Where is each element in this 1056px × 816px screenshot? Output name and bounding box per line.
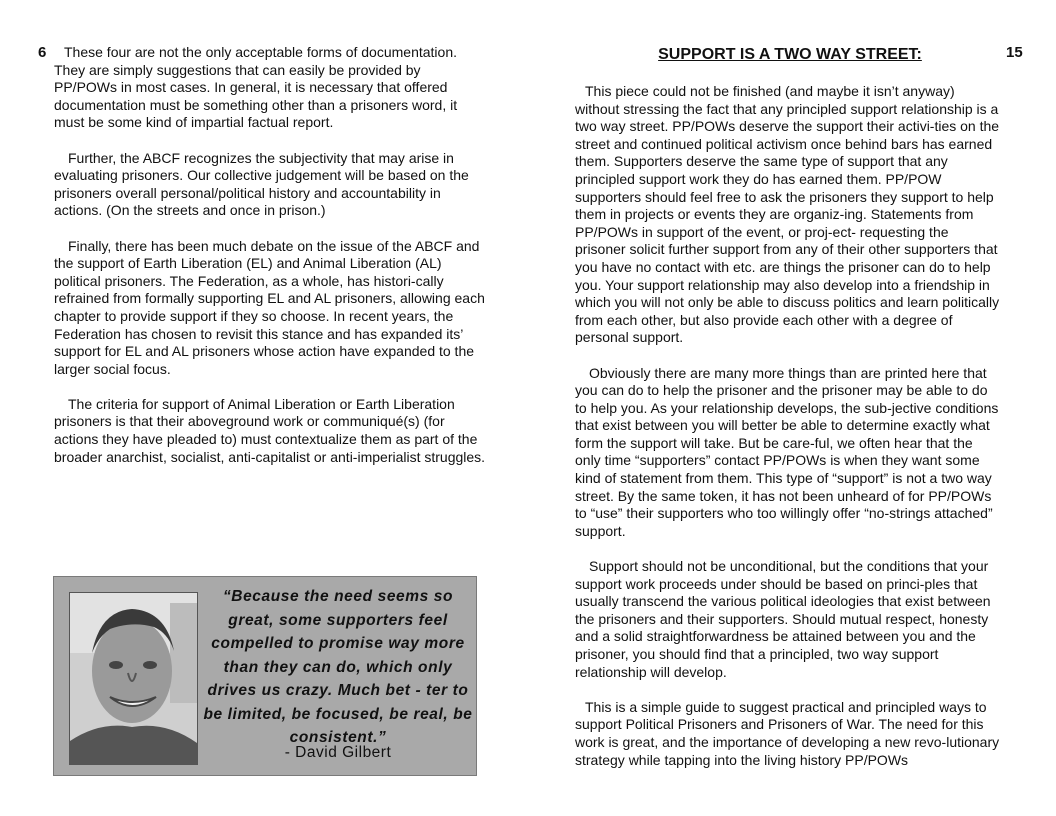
left-paragraph-4: The criteria for support of Animal Liberation or Earth Liberation prisoners is that their aboveground work or communiqué(s) (for actions they have pleaded to) must contextualize them as part of the broader anarchist, socialist, anti-capitalist or anti-imperialist struggles. xyxy=(54,395,486,465)
left-column-text xyxy=(54,44,486,484)
right-paragraph-4: This is a simple guide to suggest practical and principled ways to support Political Prisoners and Prisoners of War. The need for this work is great, and the importance of developing a new revo-lutionary strategy while tapping into the living history PP/POWs xyxy=(575,698,1000,768)
portrait-image xyxy=(70,593,197,764)
page-number-right: 15 xyxy=(1006,44,1023,61)
portrait-photo xyxy=(69,592,198,765)
quote-attribution: - David Gilbert xyxy=(284,744,392,761)
quote-box xyxy=(53,576,477,776)
left-paragraph-1: These four are not the only acceptable forms of documentation. They are simply suggestions that can easily be provided by PP/POWs in most cases. In general, it is necessary that offered documentation must be something other than a prisoners word, it must be some kind of impartial factual report. xyxy=(54,44,458,131)
section-title: SUPPORT IS A TWO WAY STREET: xyxy=(658,46,922,63)
page-number-left: 6 xyxy=(38,44,47,61)
right-paragraph-3: Support should not be unconditional, but the conditions that your support work proceeds under should be based on princi-ples that usually transcend the various political ideologies that exist between the prisoners and their supporters. Should mutual respect, honesty and a solid straightforwardness be attained between you and the prisoner, you should find that a principled, two way support relationship will develop. xyxy=(575,558,991,680)
right-paragraph-2: Obviously there are many more things than are printed here that you can do to help the prisoner and the prisoner may be able to do to help you. As your relationship develops, the sub-jective conditions that exist between you will better be able to determine exactly what form the support will take. But be care-ful, we often hear that the only time “supporters” contact PP/POWs is when they want some kind of statement from them. This type of “support” is not a two way street. By the same token, it has not been unheard of for PP/POWs to “use” their supporters who too willingly offer “no-strings attached” support. xyxy=(575,364,999,539)
right-paragraph-1: This piece could not be finished (and maybe it isn’t anyway) without stressing the fact that any principled support relationship is a two way street. PP/POWs deserve the support their activi-ties on the street and continued political activism once behind bars has earned them. Supporters deserve the same type of support that any principled support work they do has earned them. PP/POW supporters should feel free to ask the prisoners they support to help them in projects or events they are organiz-ing. Statements from PP/POWs in support of the event, or proj-ect- requesting the prisoner solicit further support from any of their other supporters that you have no contact with etc. are things the prisoner can do to help you. Your support relationship may also develop into a friendship in which you will not only be able to discuss politics and learn politically from each other, but also provide each other with a degree of personal support. xyxy=(575,83,1000,346)
left-paragraph-3: Finally, there has been much debate on the issue of the ABCF and the support of Earth Liberation (EL) and Animal Liberation (AL) political prisoners. The Federation, as a whole, has histori-cally refrained from formally supporting EL and AL prisoners, allowing each chapter to provide support if they so choose. In recent years, the Federation has chosen to revisit this stance and has expanded its’ support for EL and AL prisoners whose action have expanded to the larger social focus. xyxy=(54,237,485,377)
right-column-text xyxy=(575,83,1001,787)
left-paragraph-2: Further, the ABCF recognizes the subjectivity that may arise in evaluating prisoners. Our collective judgement will be based on the prisoners overall personal/political history and accountability in actions. (On the streets and once in prison.) xyxy=(54,149,469,219)
right-page xyxy=(528,0,1056,816)
pull-quote: “Because the need seems so great, some supporters feel compelled to promise way more than they can do, which only drives us crazy. Much bet - ter to be limited, be focused, be real, be consistent.” xyxy=(203,588,473,746)
